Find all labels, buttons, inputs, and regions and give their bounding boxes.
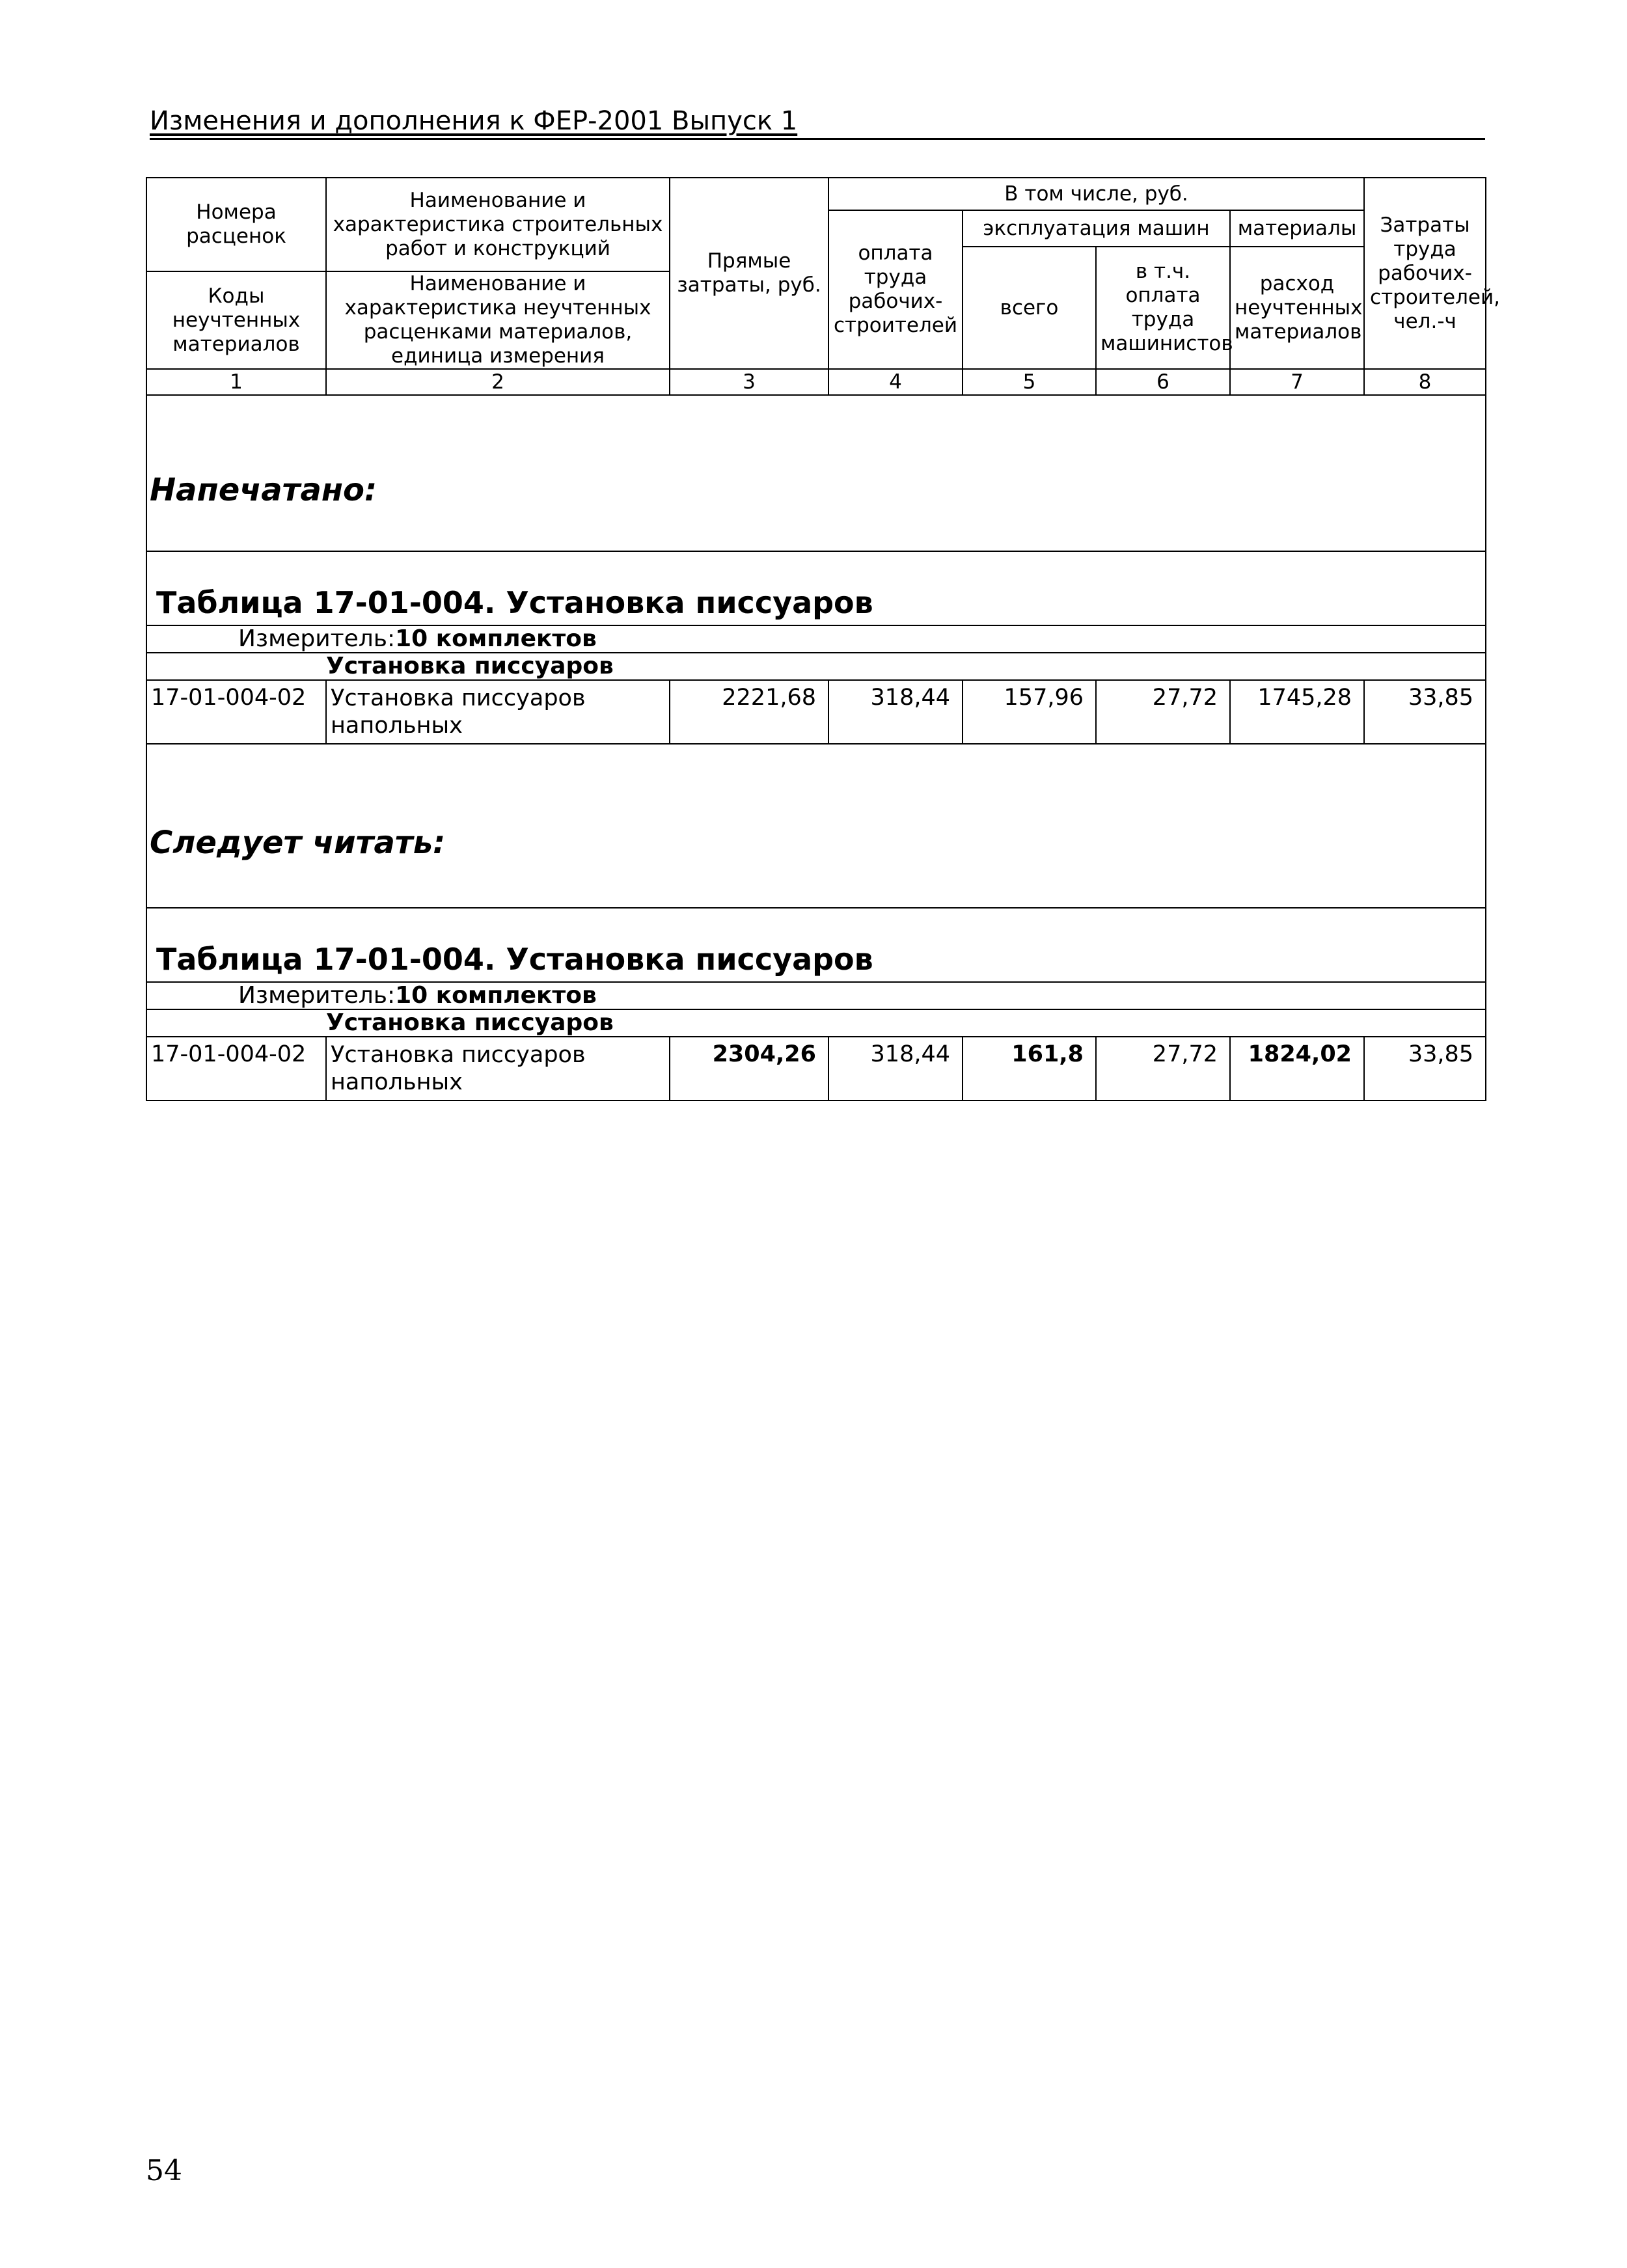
header-labor-pay: оплата труда рабочих-строителей <box>828 210 963 369</box>
corrected-unit-prefix: Измеритель: <box>238 982 396 1009</box>
printed-section-title: Установка писсуаров <box>146 653 1486 680</box>
column-number: 1 <box>146 369 326 395</box>
page-header <box>150 104 1485 140</box>
corrected-machines-labor: 27,72 <box>1096 1037 1230 1100</box>
column-number: 2 <box>326 369 670 395</box>
column-number-row <box>146 369 1486 395</box>
column-number: 6 <box>1096 369 1230 395</box>
page-header-title: Изменения и дополнения к ФЕР-2001 Выпуск 1 <box>150 106 798 136</box>
corrected-rate-code: 17-01-004-02 <box>146 1037 326 1100</box>
corrected-unit-row <box>146 982 1486 1009</box>
header-material-codes: Коды неучтенных материалов <box>146 271 326 369</box>
corrected-unit <box>146 982 1486 1009</box>
printed-direct-costs: 2221,68 <box>670 680 828 744</box>
header-materials-usage: расход неучтенных материалов <box>1230 247 1364 369</box>
corrected-label-row <box>146 744 1486 908</box>
corrected-label-cell <box>146 744 1486 908</box>
printed-unit-prefix: Измеритель: <box>238 625 396 652</box>
printed-work-name: Установка писсуаров напольных <box>326 680 670 744</box>
corrected-work-name: Установка писсуаров напольных <box>326 1037 670 1100</box>
header-machines-total: всего <box>963 247 1096 369</box>
corrected-labor-hours: 33,85 <box>1364 1037 1486 1100</box>
header-rate-numbers: Номера расценок <box>146 178 326 271</box>
printed-materials: 1745,28 <box>1230 680 1364 744</box>
column-number: 7 <box>1230 369 1364 395</box>
column-number: 4 <box>828 369 963 395</box>
header-machines: эксплуатация машин <box>963 210 1230 247</box>
printed-title-row <box>146 551 1486 625</box>
header-machines-labor: в т.ч. оплата труда машинистов <box>1096 247 1230 369</box>
header-row-1 <box>146 178 1486 210</box>
printed-rate-code: 17-01-004-02 <box>146 680 326 744</box>
corrected-section-title: Установка писсуаров <box>146 1009 1486 1037</box>
column-number: 5 <box>963 369 1096 395</box>
corrected-unit-value: 10 комплектов <box>395 982 597 1009</box>
printed-table-title: Таблица 17-01-004. Установка писсуаров <box>146 551 1486 625</box>
corrected-materials: 1824,02 <box>1230 1037 1364 1100</box>
header-labor-hours: Затраты труда рабочих-строителей, чел.-ч <box>1364 178 1486 369</box>
header-including: В том числе, руб. <box>828 178 1364 210</box>
printed-labor-pay: 318,44 <box>828 680 963 744</box>
header-work-name: Наименование и характеристика строительных работ и конструкций <box>326 178 670 271</box>
price-table <box>146 177 1500 1101</box>
printed-label-cell <box>146 395 1486 551</box>
column-number: 3 <box>670 369 828 395</box>
page-number: 54 <box>146 2154 182 2187</box>
printed-unit-value: 10 комплектов <box>395 625 597 652</box>
corrected-direct-costs: 2304,26 <box>670 1037 828 1100</box>
header-direct-costs: Прямые затраты, руб. <box>670 178 828 369</box>
column-number: 8 <box>1364 369 1486 395</box>
corrected-label: Следует читать: <box>150 825 446 861</box>
corrected-machines-total: 161,8 <box>963 1037 1096 1100</box>
corrected-section-row <box>146 1009 1486 1037</box>
printed-machines-labor: 27,72 <box>1096 680 1230 744</box>
printed-label-row <box>146 395 1486 551</box>
printed-unit <box>146 625 1486 653</box>
printed-data-row <box>146 680 1486 744</box>
corrected-title-row <box>146 908 1486 982</box>
corrected-data-row <box>146 1037 1486 1100</box>
printed-section-row <box>146 653 1486 680</box>
printed-machines-total: 157,96 <box>963 680 1096 744</box>
printed-labor-hours: 33,85 <box>1364 680 1486 744</box>
header-material-names: Наименование и характеристика неучтенных расценками материалов, единица измерения <box>326 271 670 369</box>
header-materials: материалы <box>1230 210 1364 247</box>
corrected-labor-pay: 318,44 <box>828 1037 963 1100</box>
printed-label: Напечатано: <box>150 472 377 508</box>
printed-unit-row <box>146 625 1486 653</box>
corrected-table-title: Таблица 17-01-004. Установка писсуаров <box>146 908 1486 982</box>
